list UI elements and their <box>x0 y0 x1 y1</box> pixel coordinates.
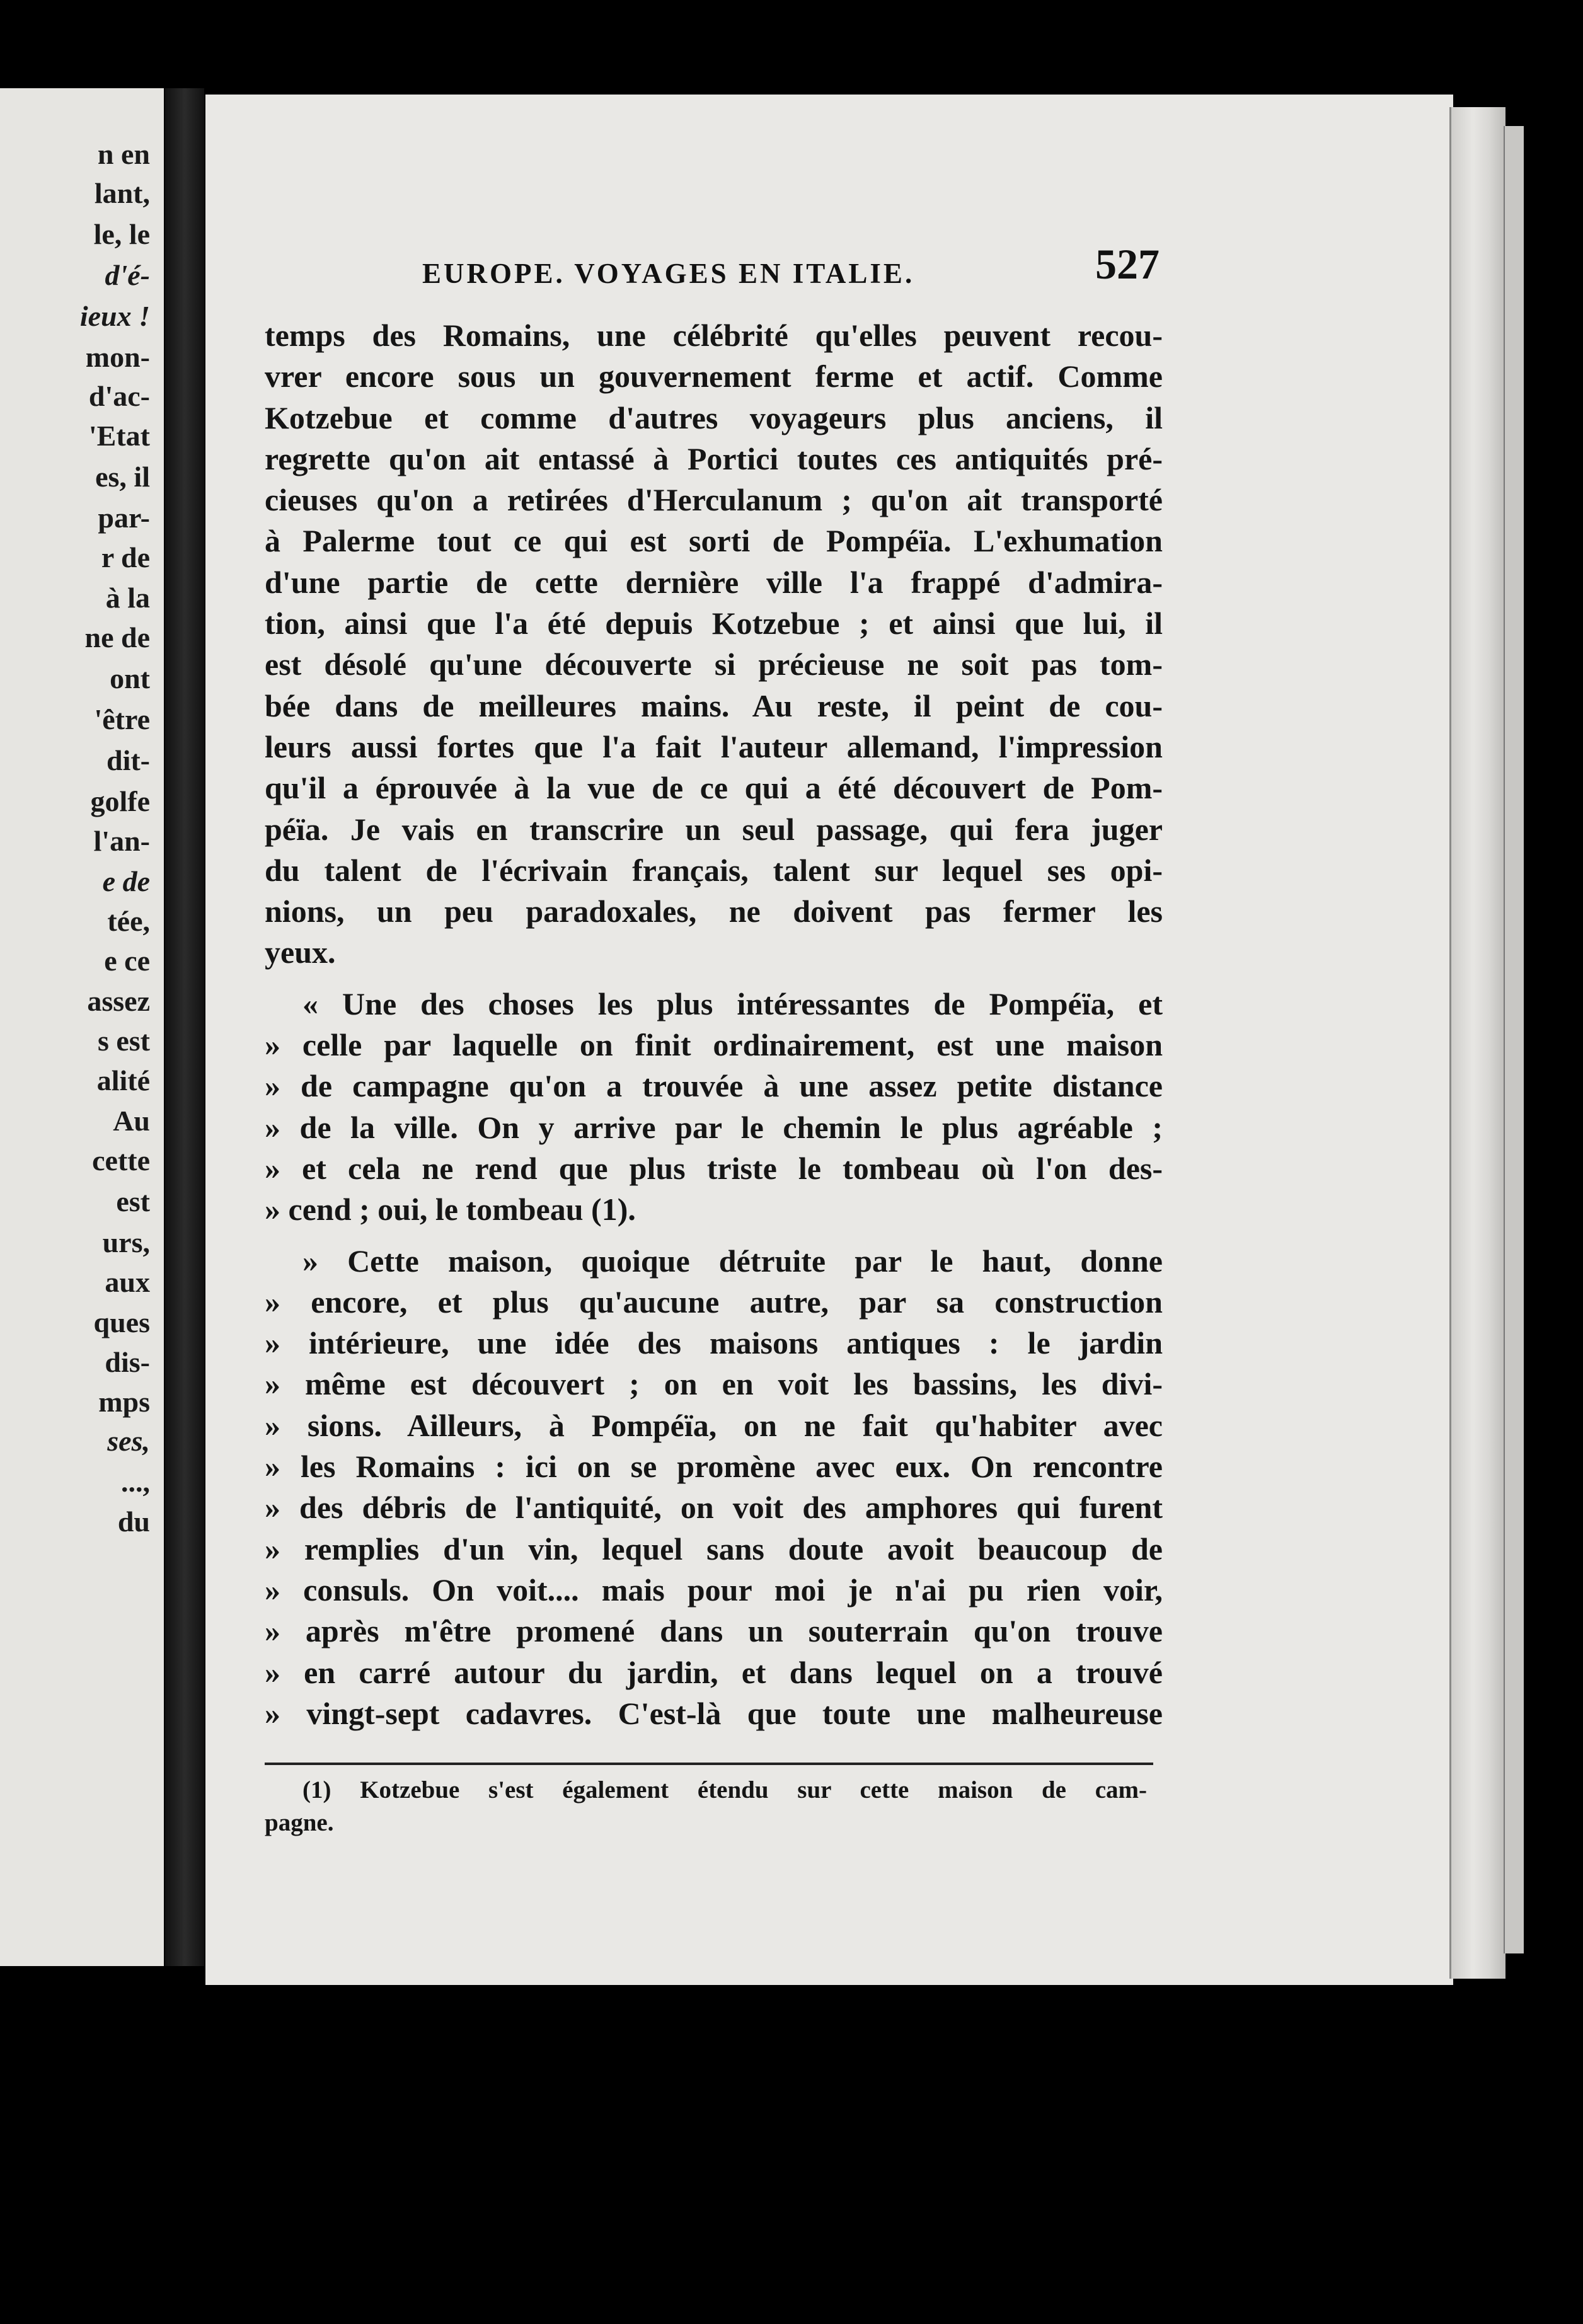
text-line: » de la ville. On y arrive par le chemin le plus agréable ; <box>265 1109 1163 1145</box>
text-line: « Une des choses les plus intéressantes de Pompéïa, et <box>302 986 1163 1021</box>
text-line: » des débris de l'antiquité, on voit des amphores qui furent <box>265 1490 1163 1526</box>
text-line: » même est découvert ; on en voit les bassins, les divi- <box>265 1366 1163 1402</box>
left-page-fragment: mon- <box>85 341 150 373</box>
left-page-fragment: lant, <box>94 177 150 209</box>
text-line: qu'il a éprouvée à la vue de ce qui a été découvert de Pom- <box>265 770 1163 806</box>
running-head: EUROPE. VOYAGES EN ITALIE. <box>422 258 915 289</box>
left-page-fragment: ses, <box>107 1425 150 1457</box>
left-page-fragment: dis- <box>105 1346 150 1378</box>
page-stack-edge <box>1449 107 1505 1979</box>
left-page-fragment: golfe <box>90 785 150 817</box>
text-line: » sions. Ailleurs, à Pompéïa, on ne fait qu'habiter avec <box>265 1407 1163 1443</box>
text-line: » consuls. On voit.... mais pour moi je n'ai pu rien voir, <box>265 1572 1163 1608</box>
left-page-fragment: cette <box>92 1144 150 1176</box>
left-page-fragment: est <box>116 1185 150 1217</box>
text-line: est désolé qu'une découverte si précieuse ne soit pas tom- <box>265 647 1163 682</box>
text-line: Kotzebue et comme d'autres voyageurs plus anciens, il <box>265 400 1163 435</box>
page-number: 527 <box>1095 240 1160 288</box>
left-page-fragment: ..., <box>121 1466 150 1498</box>
text-line: d'une partie de cette dernière ville l'a frappé d'admira- <box>265 564 1163 600</box>
text-line: » les Romains : ici on se promène avec eux. On rencontre <box>265 1449 1163 1485</box>
left-page-fragment: tée, <box>107 905 150 937</box>
left-page-fragment: assez <box>87 985 150 1017</box>
left-page-fragment: ont <box>110 662 150 694</box>
left-page-fragment: s est <box>97 1025 150 1057</box>
text-line: » encore, et plus qu'aucune autre, par sa construction <box>265 1284 1163 1320</box>
text-line: cieuses qu'on a retirées d'Herculanum ; qu'on ait transporté <box>265 482 1163 518</box>
left-page-fragment: e de <box>102 865 150 897</box>
text-line: » intérieure, une idée des maisons antiques : le jardin <box>265 1325 1163 1361</box>
text-line: vrer encore sous un gouvernement ferme et actif. Comme <box>265 359 1163 394</box>
left-page-fragment: l'an- <box>93 825 150 857</box>
text-line: yeux. <box>265 935 336 970</box>
footnote-line: (1) Kotzebue s'est également étendu sur cette maison de cam- <box>302 1776 1147 1803</box>
left-page-fragment: d'ac- <box>88 380 150 412</box>
left-page-fragment: urs, <box>102 1226 150 1258</box>
left-page-fragment: ques <box>93 1306 150 1338</box>
book-gutter <box>165 88 204 1966</box>
text-line: » remplies d'un vin, lequel sans doute avoit beaucoup de <box>265 1531 1163 1567</box>
text-line: » en carré autour du jardin, et dans lequel on a trouvé <box>265 1654 1163 1690</box>
footnote <box>265 1774 1147 1839</box>
text-line: » de campagne qu'on a trouvée à une assez petite distance <box>265 1068 1163 1104</box>
left-page-fragment: du <box>117 1505 150 1538</box>
scan-background <box>0 1985 1583 2324</box>
left-page-fragment: d'é- <box>105 259 150 291</box>
text-line: » après m'être promené dans un souterrain qu'on trouve <box>265 1613 1163 1649</box>
left-page-fragment: n en <box>97 138 150 170</box>
left-page-fragment: es, il <box>95 461 150 493</box>
text-line: » cend ; oui, le tombeau (1). <box>265 1192 636 1228</box>
left-page-fragment: le, le <box>93 218 150 250</box>
body-text <box>265 315 1163 1734</box>
footnote-rule <box>265 1763 1153 1765</box>
left-page-edge <box>0 88 164 1966</box>
left-page-fragment: Au <box>113 1105 150 1137</box>
left-page-fragment: 'être <box>94 703 150 735</box>
text-line: à Palerme tout ce qui est sorti de Pompéïa. L'exhumation <box>265 523 1163 559</box>
footnote-line: pagne. <box>265 1809 334 1836</box>
page-stack-edge-outer <box>1504 126 1524 1953</box>
left-page-fragment: alité <box>96 1064 150 1096</box>
text-line: bée dans de meilleures mains. Au reste, il peint de cou- <box>265 687 1163 723</box>
text-line: » Cette maison, quoique détruite par le haut, donne <box>302 1243 1163 1279</box>
text-line: regrette qu'on ait entassé à Portici toutes ces antiquités pré- <box>265 440 1163 476</box>
left-page-fragment: ne de <box>84 621 150 653</box>
text-line: du talent de l'écrivain français, talent sur lequel ses opi- <box>265 852 1163 888</box>
text-line: » et cela ne rend que plus triste le tombeau où l'on des- <box>265 1150 1163 1186</box>
left-page-fragment: à la <box>105 582 150 614</box>
left-page-fragment: r de <box>101 541 150 573</box>
left-page-fragment: e ce <box>104 945 150 977</box>
left-page-fragment: 'Etat <box>88 420 150 452</box>
left-page-fragment: mps <box>98 1386 150 1418</box>
text-line: péïa. Je vais en transcrire un seul passage, qui fera juger <box>265 811 1163 847</box>
text-line: nions, un peu paradoxales, ne doivent pas fermer les <box>265 894 1163 929</box>
text-line: tion, ainsi que l'a été depuis Kotzebue ; et ainsi que lui, il <box>265 606 1163 641</box>
text-line: leurs aussi fortes que l'a fait l'auteur allemand, l'impression <box>265 728 1163 764</box>
text-line: » celle par laquelle on finit ordinairement, est une maison <box>265 1027 1163 1063</box>
left-page-fragment: par- <box>98 502 150 534</box>
left-page-fragment: dit- <box>106 744 150 776</box>
left-page-fragment: aux <box>105 1266 150 1298</box>
text-line: » vingt-sept cadavres. C'est-là que toute une malheureuse <box>265 1695 1163 1731</box>
left-page-fragment: ieux ! <box>79 300 150 332</box>
text-line: temps des Romains, une célébrité qu'elles peuvent recou- <box>265 318 1163 353</box>
